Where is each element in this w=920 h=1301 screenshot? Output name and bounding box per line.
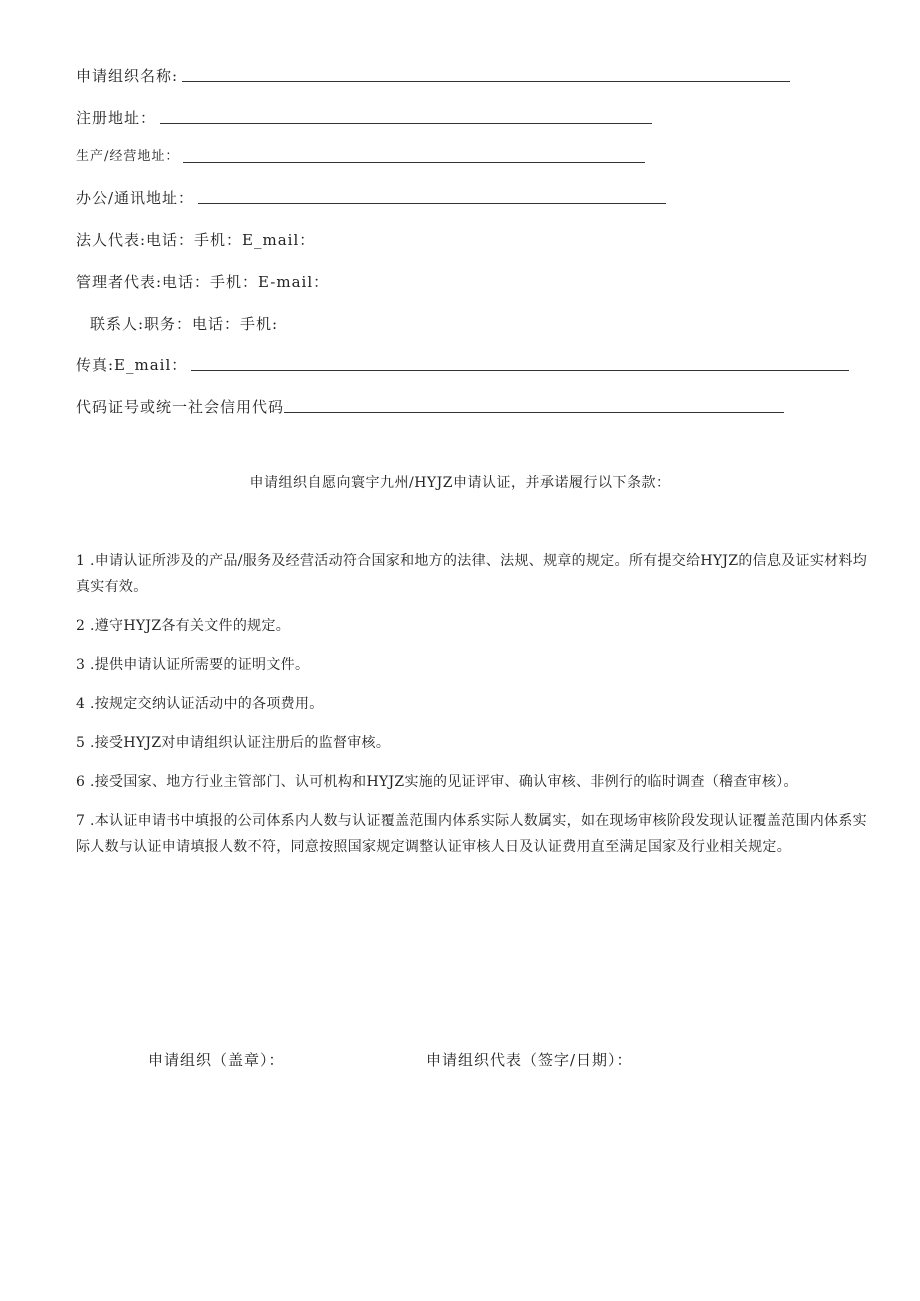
fax-label: 传真:E_mail： <box>76 356 188 374</box>
declaration-heading: 申请组织自愿向寰宇九州/HYJZ申请认证，并承诺履行以下条款： <box>249 475 671 491</box>
terms-list <box>76 548 876 873</box>
legal-rep-label: 法人代表:电话：手机：E_mail： <box>76 231 316 249</box>
office-address-label: 办公/通讯地址： <box>76 189 195 207</box>
reg-address-field <box>76 106 652 128</box>
org-rep-signature-label: 申请组织代表（签字/日期）： <box>426 1051 633 1069</box>
legal-rep-field <box>76 228 315 250</box>
term-item <box>76 548 876 600</box>
term-text: .接受国家、地方行业主管部门、认可机构和HYJZ实施的见证评审、确认审核、非例行的临时调查（稽查审核）。 <box>90 774 798 790</box>
term-text: .提供申请认证所需要的证明文件。 <box>90 657 310 673</box>
term-item <box>76 769 876 795</box>
mgmt-rep-field <box>76 270 329 292</box>
term-number: 1 <box>76 553 86 569</box>
office-address-input[interactable] <box>198 202 666 204</box>
term-item <box>76 613 876 639</box>
term-text: .本认证申请书中填报的公司体系内人数与认证覆盖范围内体系实际人数属实，如在现场审核阶段发现认证覆盖范围内体系实际人数与认证申请填报人数不符，同意按照国家规定调整认证审核人日及认证费用直至满足国家及行业相关规定。 <box>76 813 867 855</box>
term-item <box>76 652 876 678</box>
term-number: 2 <box>76 618 86 634</box>
reg-address-label: 注册地址： <box>76 109 157 127</box>
org-seal-label: 申请组织（盖章）： <box>148 1051 285 1069</box>
org-name-label: 申请组织名称: <box>76 67 179 85</box>
credit-code-field <box>76 395 784 417</box>
term-number: 4 <box>76 696 86 712</box>
term-text: .按规定交纳认证活动中的各项费用。 <box>90 696 324 712</box>
credit-code-label: 代码证号或统一社会信用代码 <box>76 398 285 416</box>
term-number: 5 <box>76 735 86 751</box>
term-number: 7 <box>76 813 86 829</box>
term-text: .申请认证所涉及的产品/服务及经营活动符合国家和地方的法律、法规、规章的规定。所有提交给HYJZ的信息及证实材料均真实有效。 <box>76 553 868 595</box>
term-number: 3 <box>76 657 86 673</box>
prod-address-field <box>76 145 645 167</box>
term-item <box>76 730 876 756</box>
office-address-field <box>76 186 666 208</box>
term-number: 6 <box>76 774 86 790</box>
prod-address-label: 生产/经营地址： <box>76 149 180 164</box>
org-name-input[interactable] <box>182 80 790 82</box>
fax-field <box>76 353 849 375</box>
prod-address-input[interactable] <box>183 161 645 163</box>
org-name-field <box>76 64 790 86</box>
term-text: .遵守HYJZ各有关文件的规定。 <box>90 618 291 634</box>
term-text: .接受HYJZ对申请组织认证注册后的监督审核。 <box>90 735 391 751</box>
mgmt-rep-label: 管理者代表:电话：手机：E-mail： <box>76 273 330 291</box>
credit-code-input[interactable] <box>284 411 784 413</box>
term-item <box>76 808 876 860</box>
contact-label: 联系人:职务：电话：手机: <box>90 315 279 333</box>
term-item <box>76 691 876 717</box>
reg-address-input[interactable] <box>160 122 652 124</box>
fax-input[interactable] <box>191 369 849 371</box>
contact-field <box>90 312 278 334</box>
